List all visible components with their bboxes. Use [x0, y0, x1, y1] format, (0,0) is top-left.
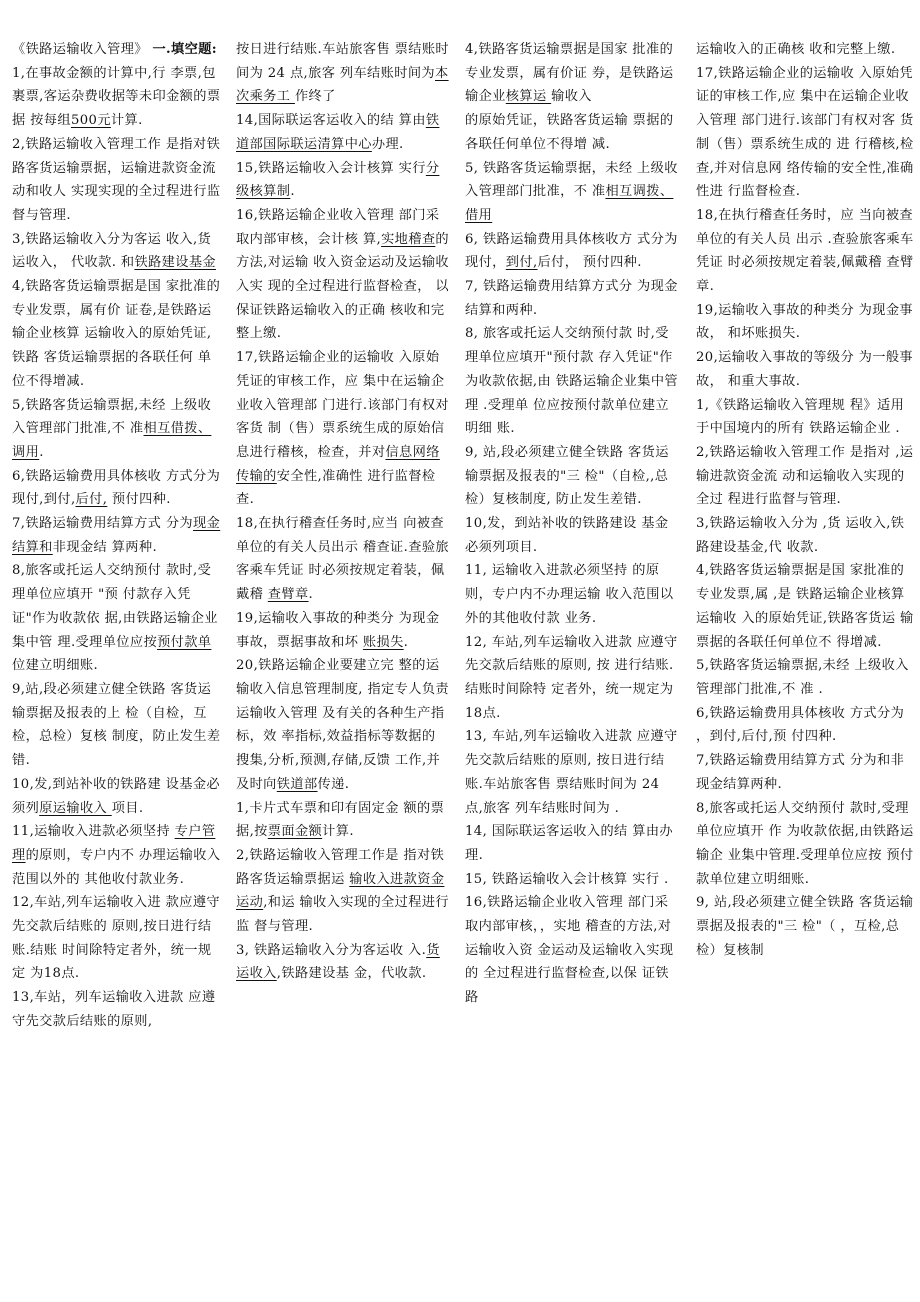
- text-run: 的方法,对运输 收入资金运动及运输收入实 现的全过程进行监督检查， 以保证铁路运输收入的正确 核收和完整上缴.: [236, 231, 450, 342]
- text-run: 6,铁路运输费用具体核收 方式分为 ，到付,后付,预 付四种.: [696, 705, 905, 745]
- text-run: .: [290, 184, 295, 200]
- text-run: 8, 旅客或托运人交纳预付款 时,受理单位应填开"预付款 存入凭证"作为收款依据,由 铁路运输企业集中管理 .受理单 位应按预付款单位建立明细 账.: [465, 326, 678, 437]
- underlined-answer: 专户管理: [12, 824, 216, 863]
- text-run: .: [403, 634, 409, 650]
- paragraph: [696, 441, 914, 512]
- paragraph: [12, 275, 224, 394]
- text-run: 17,铁路运输企业的运输收 入原始凭证的审核工作,应 集中在运输企业收入管理 部门进行.该部门有权对客 货制（售）票系统生成的 进 行稽核,检查,并对信息网 络传输的安全性,准确性进 行监督检查.: [696, 65, 914, 200]
- paragraph: [236, 512, 450, 607]
- paragraph: [236, 204, 450, 346]
- paragraph: [236, 654, 450, 796]
- text-run: 17,铁路运输企业的运输收 入原始凭证的审核工作，应 集中在运输企业收入管理部 门进行.该部门有权对客货 制（售）票系统生成的原始信 息进行稽核，检查，并对: [236, 350, 449, 460]
- text-run: 12,车站,列车运输收入进 款应遵守先交款后结账的 原则,按日进行结账.结账 时间除特定者外，统一规定 为18点.: [12, 895, 220, 982]
- underlined-answer: 货运收入: [236, 942, 440, 982]
- text-run: 14, 国际联运客运收入的结 算由办理.: [465, 824, 673, 863]
- paragraph: [236, 38, 450, 109]
- underlined-answer: 原运输收入: [39, 800, 112, 816]
- paragraph: [465, 228, 679, 275]
- paragraph: [12, 133, 224, 228]
- paragraph: [696, 654, 914, 701]
- text-run: 3,铁路运输收入分为 ,货 运收入,铁路建设基金,代 收款.: [696, 516, 905, 555]
- text-run: 计算.: [322, 824, 354, 840]
- paragraph: [465, 891, 679, 1010]
- text-run: 19,运输收入事故的种类分 为现金事故， 和坏账损失.: [696, 302, 913, 342]
- text-run: 计算.: [110, 113, 143, 129]
- text-run: 11, 运输收入进款必须坚持 的原则，专户内不办理运输 收入范围以外的其他收付款 业务.: [465, 563, 674, 626]
- text-run: .: [308, 587, 314, 603]
- text-run: 非现金结 算两种.: [52, 539, 158, 555]
- text-run: 3, 铁路运输收入分为客运收 入.: [236, 942, 427, 958]
- text-run: 运输收入的正确核 收和完整上缴.: [696, 42, 896, 57]
- text-run: 2,铁路运输收入管理工作是 指对铁路客货运输票据运: [236, 847, 445, 887]
- paragraph: [12, 38, 224, 133]
- paragraph: [696, 749, 914, 796]
- paragraph: [12, 773, 224, 820]
- underlined-answer: 本次乘务工: [236, 65, 449, 105]
- text-run: 4,铁路客货运输票据是国 家批准的专业发票，属有价 证卷,是铁路运输企业核算 运输收入的原始凭证,铁路 客货运输票据的各联任何 单位不得增减.: [12, 279, 221, 389]
- text-run: 13, 车站,列车运输收入进款 应遵守先交款后结账的原则, 按日进行结账.车站旅客售 票结账时间为 24 点,旅客 列车结账时间为 .: [465, 729, 678, 816]
- paragraph: [696, 62, 914, 204]
- text-run: 4,铁路客货运输票据是国家 批准的专业发票，属有价证 券，是铁路运输企业: [465, 42, 674, 105]
- text-run: 5,铁路客货运输票据,未经 上级收入管理部门批准,不 准 .: [696, 658, 909, 697]
- paragraph: [696, 38, 914, 62]
- paragraph: [12, 678, 224, 773]
- paragraph: [236, 844, 450, 939]
- text-run: 18,在执行稽查任务时，应 当向被查单位的有关人员 出示 .查验旅客乘车凭证 时必须按规定着装,佩戴稽 查臂章.: [696, 207, 914, 295]
- paragraph: [696, 891, 914, 962]
- text-run: 2,铁路运输收入管理工作 是指对铁路客货运输票据，运输进款资金流动和收人 实现实现的全过程进行监 督与管理.: [12, 136, 221, 223]
- text-run: 《铁路运输收入管理》: [12, 42, 153, 57]
- text-column-2: [236, 38, 450, 986]
- text-run: 16,铁路运输企业收入管理 部门采取内部审核，，实地 稽查的方法,对运输收入资 金运动及运输收入实现的 全过程进行监督检查,以保 证铁路: [465, 895, 674, 1006]
- text-run: 的原则，专户内不 办理运输收入范围以外的 其他收付款业务.: [12, 847, 221, 887]
- text-run: 3,铁路运输收入分为客运 收入,货运收入， 代收款. 和: [12, 231, 212, 271]
- paragraph: [465, 322, 679, 441]
- paragraph: [465, 725, 679, 820]
- paragraph: [696, 797, 914, 892]
- text-run: 9,站,段必须建立健全铁路 客货运输票据及报表的上 检（自检，互检，总检）复核 制度，防止发生差错.: [12, 681, 221, 769]
- paragraph: [465, 559, 679, 630]
- paragraph: [465, 441, 679, 512]
- text-run: 11,运输收入进款必须坚持: [12, 824, 175, 840]
- text-run: 预付四种.: [107, 492, 171, 508]
- text-run: 7,铁路运输费用结算方式 分为和非现金结算两种.: [696, 753, 905, 792]
- text-run: 2,铁路运输收入管理工作 是指对 ,运输进款资金流 动和运输收入实现的全过 程进行监督与管理.: [696, 444, 914, 508]
- underlined-answer: 相互调拨、借用: [465, 184, 674, 223]
- text-column-4: [696, 38, 914, 962]
- text-run: 按日进行结账.车站旅客售 票结账时间为 24 点,旅客 列车结账时间为: [236, 42, 449, 81]
- text-run: 16,铁路运输企业收入管理 部门采取内部审核，会计核 算,: [236, 207, 440, 247]
- text-run: 5, 铁路客货运输票据，未经 上级收入管理部门批准，不 准: [465, 160, 678, 200]
- text-run: 办理.: [371, 136, 404, 152]
- text-run: 位建立明细账.: [12, 658, 99, 674]
- paragraph: [12, 394, 224, 465]
- paragraph: [696, 512, 914, 559]
- paragraph: [12, 891, 224, 986]
- text-run: 18,在执行稽查任务时,应当 向被查单位的有关人员出示 稽查证.查验旅客乘车凭证 时必须按规定着装，佩戴稽: [236, 516, 449, 603]
- paragraph: [12, 465, 224, 512]
- paragraph: [465, 275, 679, 322]
- paragraph: [236, 797, 450, 844]
- paragraph: [12, 512, 224, 559]
- text-run: 作终了: [294, 89, 336, 105]
- text-run: 传递.: [317, 776, 350, 792]
- text-run: 20,运输收入事故的等级分 为一般事故， 和重大事故.: [696, 350, 913, 389]
- text-run: 安全性,准确性 进行监督检查.: [236, 468, 436, 508]
- text-run: ,铁路建设基 金，代收款.: [276, 966, 427, 982]
- paragraph: [465, 38, 679, 109]
- paragraph: [696, 559, 914, 654]
- text-run: 19,运输收入事故的种类分 为现金事故，票据事故和坏: [236, 610, 440, 650]
- text-column-3: [465, 38, 679, 1010]
- text-run: 1,卡片式车票和印有固定金 额的票据,按: [236, 800, 445, 840]
- paragraph: [696, 394, 914, 441]
- underlined-answer: 信息网络传输的: [236, 444, 440, 484]
- text-run: 4,铁路客货运输票据是国 家批准的专业发票,属 ,是 铁路运输企业核算运输收 入的原始凭证,铁路客货运 输票据的各联任何单位不 得增减.: [696, 563, 914, 650]
- underlined-answer: 铁道部国际联运清算中心: [236, 113, 440, 152]
- paragraph: [236, 109, 450, 156]
- underlined-answer: 500元: [70, 113, 111, 129]
- paragraph: [465, 631, 679, 726]
- underlined-answer: 输收入进款资金运动: [236, 871, 445, 911]
- text-run: 6,铁路运输费用具体核收 方式分为现付,到付,: [12, 468, 221, 508]
- text-run: 7,铁路运输费用结算方式 分为: [12, 516, 194, 532]
- text-run: 的原始凭证，铁路客货运输 票据的各联任何单位不得增 减.: [465, 113, 674, 152]
- text-run: 14,国际联运客运收入的结 算由: [236, 113, 426, 129]
- text-run: 9, 站,段必须建立健全铁路 客货运输票据及报表的"三 检"（自检,,总检）复核制度, 防止发生差错.: [465, 444, 669, 508]
- text-run: 5,铁路客货运输票据,未经 上级收入管理部门批准,不 准: [12, 397, 212, 437]
- paragraph: [236, 157, 450, 204]
- paragraph: [236, 939, 450, 986]
- underlined-answer: 相互借拨、调用: [12, 421, 212, 460]
- paragraph: [465, 512, 679, 559]
- paragraph: [12, 228, 224, 275]
- underlined-answer: 查臂章: [267, 587, 309, 603]
- underlined-answer: 到付,: [505, 255, 538, 271]
- text-run: 15,铁路运输收入会计核算 实行: [236, 160, 426, 176]
- paragraph: [696, 299, 914, 346]
- underlined-answer: 现金结算和: [12, 516, 221, 555]
- paragraph: [236, 346, 450, 512]
- text-run: 9, 站,段必须建立健全铁路 客货运输票据及报表的"三 检"（ ，互检,总检）复核制: [696, 895, 914, 958]
- text-run: 10,发，到站补收的铁路建设 基金必须列项目.: [465, 516, 669, 555]
- text-run: 1,在事故金额的计算中,行 李票,包裹票,客运杂费收据等未印金额的票据 按每组: [12, 65, 221, 129]
- text-column-1: [12, 38, 224, 1034]
- text-run: 8,旅客或托运人交纳预付 款时,受理单位应填开 作 为收款依据,由铁路运输企 业集中管理.受理单位应按 预付款单位建立明细账.: [696, 800, 914, 887]
- text-run: 13,车站，列车运输收入进款 应遵守先交款后结账的原则,: [12, 990, 216, 1029]
- paragraph: [696, 346, 914, 393]
- underlined-answer: 铁道部: [276, 776, 318, 792]
- underlined-answer: 预付款单: [157, 634, 212, 650]
- text-run: 12, 车站,列车运输收入进款 应遵守先交款后结账的原则, 按 进行结账.结账时间除特 定者外，统一规定为18点.: [465, 634, 678, 721]
- section-heading: 一.填空题:: [152, 42, 218, 57]
- paragraph: [12, 986, 224, 1033]
- underlined-answer: 铁路建设基金: [134, 255, 217, 271]
- text-run: ,和运 输收入实现的全过程进行监 督与管理.: [236, 895, 450, 935]
- text-run: 后付， 预付四种.: [537, 255, 642, 271]
- paragraph: [12, 820, 224, 891]
- paragraph: [465, 820, 679, 867]
- text-run: 20,铁路运输企业要建立完 整的运输收入信息管理制度, 指定专人负责运输收入管理 及有关的各种生产指标，效 率指标,效益指标等数据的 搜集,分析,预测,存储,反馈 工作,并及时向: [236, 658, 449, 792]
- text-run: 7, 铁路运输费用结算方式分 为现金结算和两种.: [465, 279, 678, 318]
- underlined-answer: 账损失: [362, 634, 404, 650]
- underlined-answer: 实地稽查: [381, 231, 436, 247]
- paragraph: [465, 157, 679, 228]
- underlined-answer: 核算运: [505, 89, 552, 105]
- text-run: 1,《铁路运输收入管理规 程》适用于中国境内的所有 铁路运输企业 .: [696, 397, 905, 437]
- underlined-answer: 后付,: [75, 492, 108, 508]
- text-run: 项目.: [111, 800, 144, 816]
- underlined-answer: 分级核算制: [236, 160, 440, 200]
- text-run: 输收入: [551, 89, 592, 105]
- text-run: 8,旅客或托运人交纳预付 款时,受理单位应填开 "预 付款存入凭证"作为收款依 据,由铁路运输企业集中管 理.受理单位应按: [12, 563, 218, 650]
- paragraph: [12, 559, 224, 678]
- text-run: 10,发,到站补收的铁路建 设基金必须列: [12, 776, 220, 816]
- paragraph: [696, 204, 914, 299]
- text-run: 15, 铁路运输收入会计核算 实行 .: [465, 871, 669, 887]
- paragraph: [236, 607, 450, 654]
- paragraph: [465, 868, 679, 892]
- text-run: .: [39, 444, 44, 460]
- paragraph: [696, 702, 914, 749]
- text-run: 6, 铁路运输费用具体核收方 式分为现付，: [465, 231, 678, 271]
- paragraph: [465, 109, 679, 156]
- underlined-answer: 票面金额: [267, 824, 323, 840]
